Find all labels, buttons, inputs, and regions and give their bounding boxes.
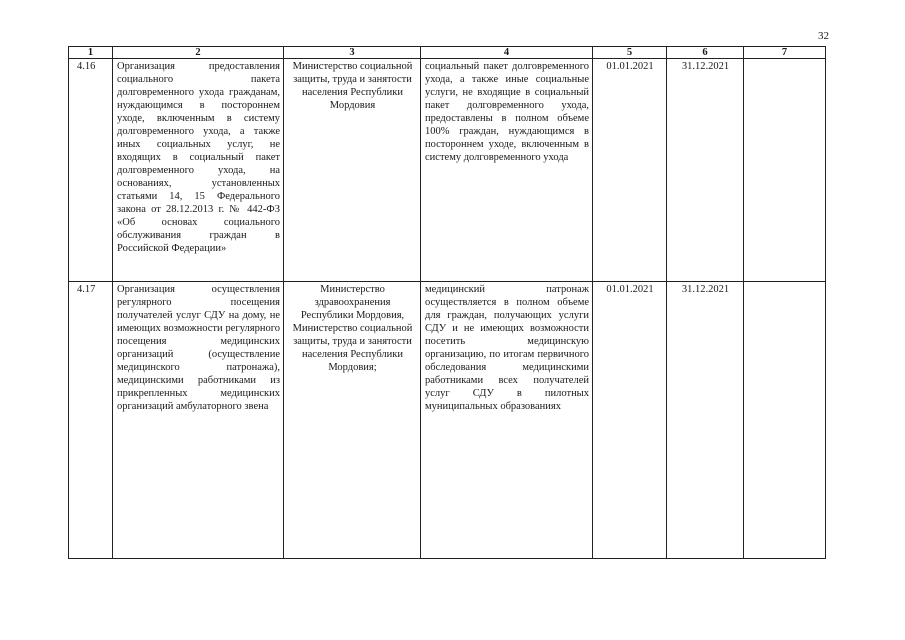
- end-date-cell: 31.12.2021: [667, 59, 744, 282]
- note-cell: [744, 59, 826, 282]
- header-row: [69, 47, 826, 59]
- note-cell: [744, 282, 826, 559]
- start-date-cell: 01.01.2021: [593, 282, 667, 559]
- column-header: 7: [744, 47, 826, 59]
- measure-cell: Организация осуществления регулярного посещения получателей услуг СДУ на дому, не имеющих возможности регулярного посещения медицинских организаций (осуществление медицинского патронажа), медицинскими работниками из прикрепленных медицинских организаций амбулаторного звена: [113, 282, 284, 559]
- column-header: 3: [284, 47, 421, 59]
- column-header: 2: [113, 47, 284, 59]
- result-cell: социальный пакет долговременного ухода, а также иные социальные услуги, не входящие в социальный пакет долговременного ухода, предоставлены в полном объеме 100% граждан, нуждающимся в постороннем уходе, включенным в систему долговременного ухода: [421, 59, 593, 282]
- row-number: 4.17: [69, 282, 113, 559]
- page-number: 32: [818, 30, 829, 42]
- column-header: 4: [421, 47, 593, 59]
- column-header: 1: [69, 47, 113, 59]
- table-row: [69, 59, 826, 282]
- table-row: [69, 282, 826, 559]
- measures-table: [68, 46, 826, 559]
- start-date-cell: 01.01.2021: [593, 59, 667, 282]
- measure-cell: Организация предоставления социального пакета долговременного ухода гражданам, нуждающимся в постороннем уходе, включенным в систему долговременного ухода, а также иных социальных услуг, не входящих в социальный пакет долговременного ухода, на основаниях, установленных статьями 14, 15 Федерального закона от 28.12.2013 г. № 442-ФЗ «Об основах социального обслуживания граждан в Российской Федерации»: [113, 59, 284, 282]
- column-header: 5: [593, 47, 667, 59]
- row-number: 4.16: [69, 59, 113, 282]
- responsible-cell: Министерство здравоохранения Республики Мордовия, Министерство социальной защиты, труда и занятости населения Республики Мордовия;: [284, 282, 421, 559]
- end-date-cell: 31.12.2021: [667, 282, 744, 559]
- responsible-cell: Министерство социальной защиты, труда и занятости населения Республики Мордовия: [284, 59, 421, 282]
- column-header: 6: [667, 47, 744, 59]
- result-cell: медицинский патронаж осуществляется в полном объеме для граждан, получающих услуги СДУ и не имеющих возможности посетить медицинскую организацию, по итогам первичного обследования медицинскими работниками всех получателей услуг СДУ в пилотных муниципальных образованиях: [421, 282, 593, 559]
